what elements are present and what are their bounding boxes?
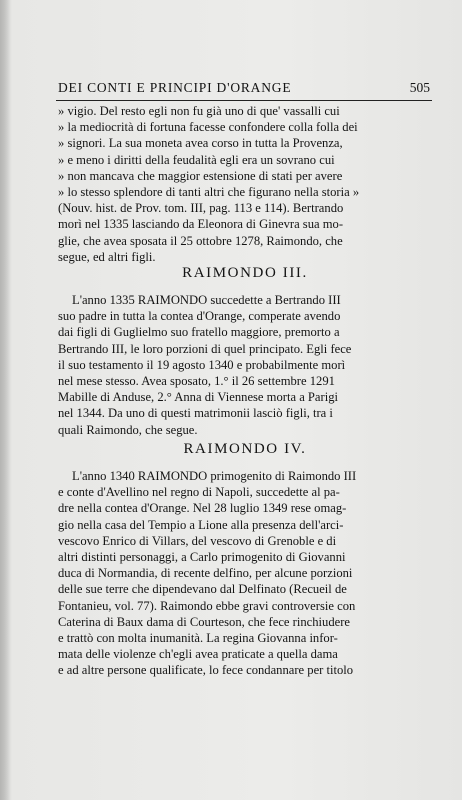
- text-line: » e meno i diritti della feudalità egli era un sovrano cui: [58, 152, 335, 167]
- text-line: » vigio. Del resto egli non fu già uno di que' vassalli cui: [58, 104, 340, 118]
- text-line: segue, ed altri figli.: [58, 249, 156, 264]
- text-line: quali Raimondo, che segue.: [58, 422, 198, 437]
- text-line: dai figli di Guglielmo suo fratello maggiore, premorto a: [58, 325, 340, 340]
- text-line: mata delle violenze ch'egli avea praticate a quella dama: [58, 647, 338, 662]
- running-title: DEI CONTI E PRINCIPI D'ORANGE: [58, 80, 292, 95]
- text-line: e trattò con molta inumanità. La regina Giovanna infor-: [58, 631, 338, 646]
- page-gutter-shadow: [0, 0, 12, 800]
- text-line: » non mancava che maggior estensione di stati per avere: [58, 168, 343, 183]
- text-line: Caterina di Baux dama di Courteson, che fece rinchiudere: [58, 614, 350, 629]
- text-line: suo padre in tutta la contea d'Orange, comperate avendo: [58, 309, 341, 324]
- text-line: » lo stesso splendore di tanti altri che figurano nella storia »: [58, 185, 360, 200]
- text-line: altri distinti personaggi, a Carlo primogenito di Giovanni: [58, 550, 346, 565]
- text-line: » la mediocrità di fortuna facesse confondere colla folla dei: [58, 120, 358, 135]
- section-heading-raimondo-iii: RAIMONDO III.: [182, 265, 308, 281]
- text-line: Mabille di Anduse, 2.° Anna di Viennese morta a Parigi: [58, 390, 339, 405]
- text-line: dre nella contea d'Orange. Nel 28 luglio 1349 rese omag-: [58, 501, 347, 516]
- text-line: nel 1344. Da uno di questi matrimonii lasciò figli, tra i: [58, 406, 333, 421]
- text-line: vescovo Enrico di Villars, del vescovo di Grenoble e di: [58, 533, 337, 548]
- text-line: glie, che avea sposata il 25 ottobre 1278, Raimondo, che: [58, 233, 343, 248]
- page-number: 505: [409, 80, 430, 95]
- raimondo-iii-paragraph: [58, 292, 432, 438]
- text-line: Fontanieu, vol. 77). Raimondo ebbe gravi controversie con: [58, 598, 356, 613]
- text-line: gio nella casa del Tempio a Lione alla presenza dell'arci-: [58, 517, 344, 532]
- raimondo-iv-paragraph: [58, 468, 432, 679]
- text-line: L'anno 1335 RAIMONDO succedette a Bertrando III: [72, 293, 341, 307]
- text-line: e conte d'Avellino nel regno di Napoli, succedette al pa-: [58, 485, 340, 500]
- text-line: delle sue terre che dipendevano dal Delfinato (Recueil de: [58, 582, 347, 597]
- text-line: Bertrando III, le loro porzioni di quel principato. Egli fece: [58, 341, 352, 356]
- header-rule: [56, 100, 432, 101]
- text-line: morì nel 1335 lasciando da Eleonora di Ginevra sua mo-: [58, 217, 344, 232]
- intro-paragraph: [58, 103, 432, 265]
- text-line: duca di Normandia, di recente delfino, per alcune porzioni: [58, 566, 353, 581]
- text-line: il suo testamento il 19 agosto 1340 e probabilmente morì: [58, 357, 346, 372]
- text-line: nel mese stesso. Avea sposato, 1.° il 26 settembre 1291: [58, 374, 335, 389]
- text-line: L'anno 1340 RAIMONDO primogenito di Raimondo III: [72, 469, 357, 483]
- text-line: e ad altre persone qualificate, lo fece condannare per titolo: [58, 663, 354, 678]
- text-line: » signori. La sua moneta avea corso in tutta la Provenza,: [58, 136, 343, 151]
- section-heading-raimondo-iv: RAIMONDO IV.: [183, 441, 307, 457]
- text-line: (Nouv. hist. de Prov. tom. III, pag. 113 e 114). Bertrando: [58, 201, 344, 216]
- running-head: [58, 80, 430, 96]
